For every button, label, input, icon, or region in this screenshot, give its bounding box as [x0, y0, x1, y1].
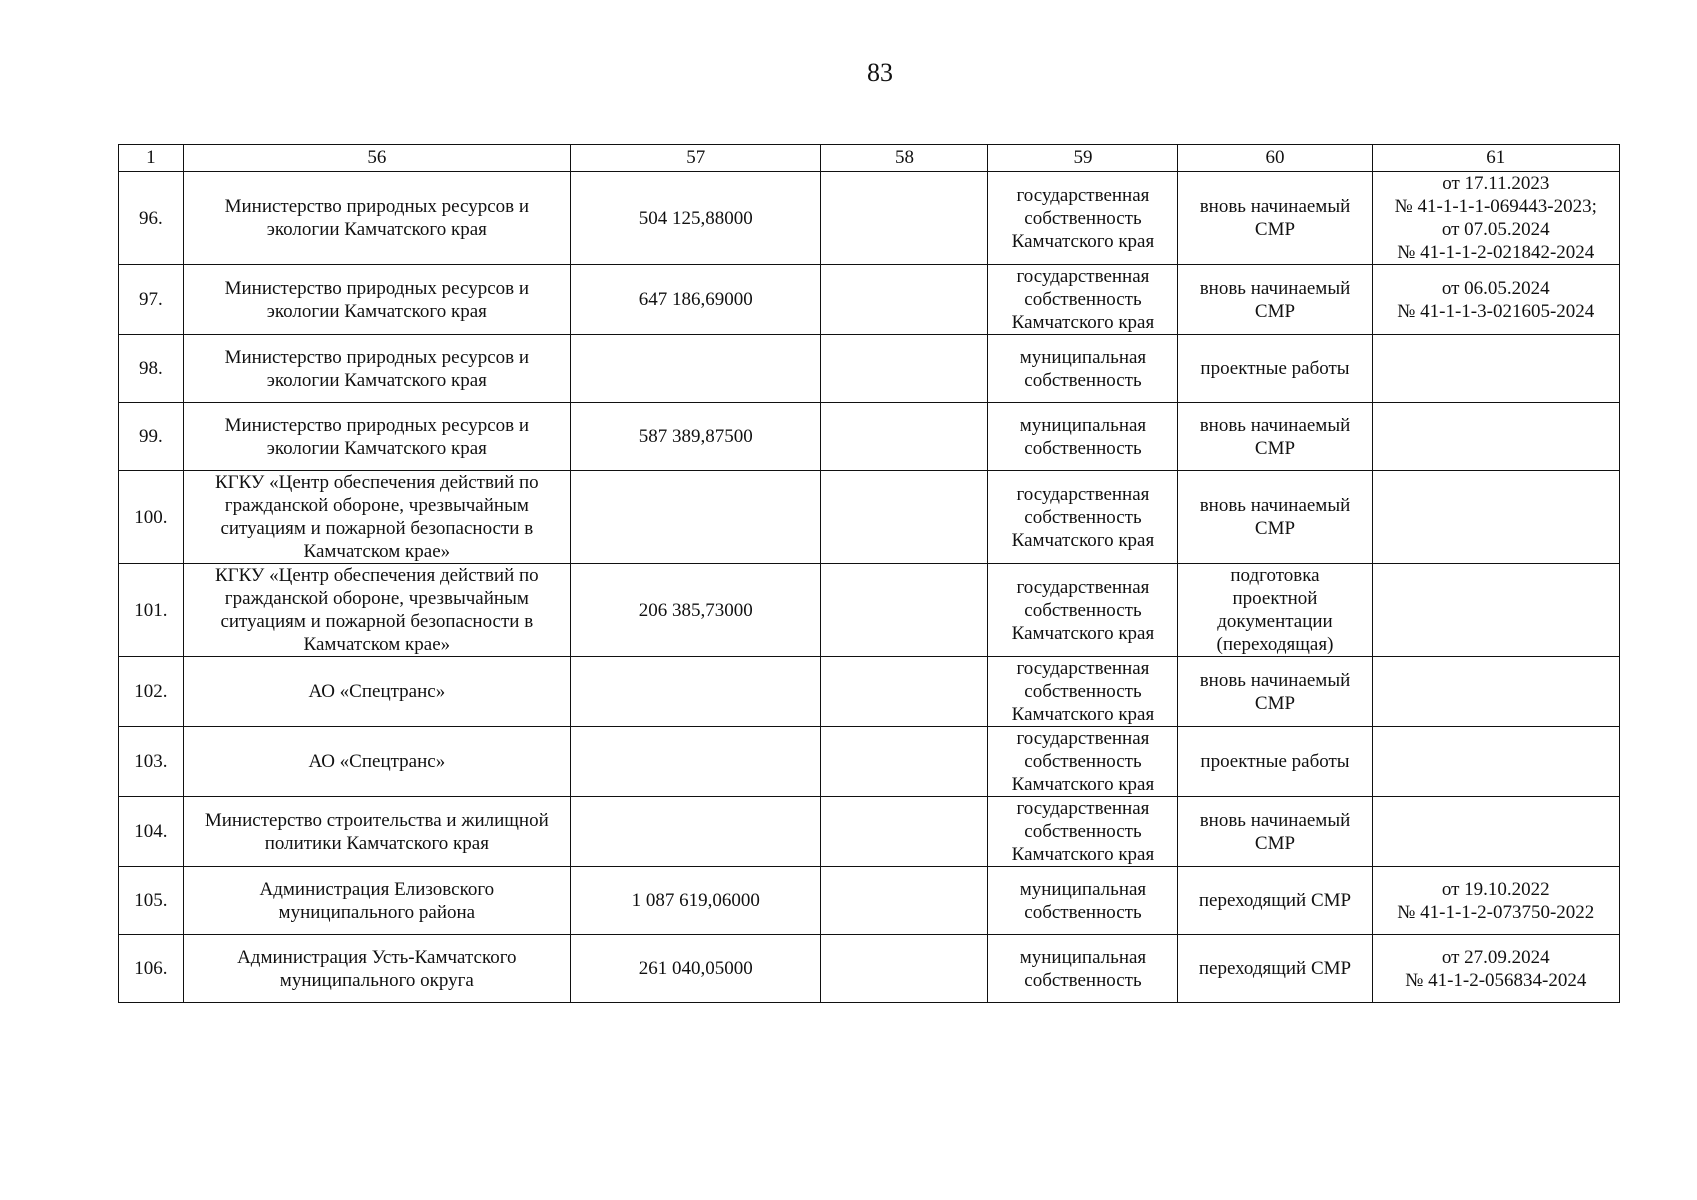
table-row: [119, 335, 1620, 403]
conclusion-cell: от 19.10.2022 № 41-1-1-2-073750-2022: [1372, 867, 1619, 935]
ownership-cell: муниципальная собственность: [988, 867, 1178, 935]
col58-cell: [821, 172, 988, 265]
conclusion-cell: от 17.11.2023 № 41-1-1-1-069443-2023; от 07.05.2024 № 41-1-1-2-021842-2024: [1372, 172, 1619, 265]
work-type-cell: переходящий СМР: [1178, 867, 1372, 935]
organization-cell: АО «Спецтранс»: [183, 657, 570, 727]
organization-cell: Министерство природных ресурсов и экологии Камчатского края: [183, 172, 570, 265]
ownership-cell: государственная собственность Камчатского края: [988, 797, 1178, 867]
col58-cell: [821, 403, 988, 471]
conclusion-cell: от 27.09.2024 № 41-1-2-056834-2024: [1372, 935, 1619, 1003]
table-row: [119, 797, 1620, 867]
conclusion-cell: [1372, 403, 1619, 471]
work-type-cell: вновь начинаемый СМР: [1178, 265, 1372, 335]
table-row: [119, 564, 1620, 657]
conclusion-cell: [1372, 471, 1619, 564]
work-type-cell: вновь начинаемый СМР: [1178, 657, 1372, 727]
amount-cell: [570, 727, 821, 797]
organization-cell: КГКУ «Центр обеспечения действий по гражданской обороне, чрезвычайным ситуациям и пожарной безопасности в Камчатском крае»: [183, 471, 570, 564]
organization-cell: Администрация Усть-Камчатского муниципального округа: [183, 935, 570, 1003]
amount-cell: 1 087 619,06000: [570, 867, 821, 935]
header-cell-56: 56: [183, 145, 570, 172]
row-number: 102.: [119, 657, 184, 727]
header-row: [119, 145, 1620, 172]
page-number: 83: [867, 58, 893, 87]
row-number: 106.: [119, 935, 184, 1003]
table-row: [119, 657, 1620, 727]
header-cell-1: 1: [119, 145, 184, 172]
row-number: 103.: [119, 727, 184, 797]
col58-cell: [821, 335, 988, 403]
amount-cell: [570, 797, 821, 867]
ownership-cell: государственная собственность Камчатского края: [988, 727, 1178, 797]
ownership-cell: государственная собственность Камчатского края: [988, 471, 1178, 564]
header-cell-58: 58: [821, 145, 988, 172]
work-type-cell: переходящий СМР: [1178, 935, 1372, 1003]
organization-cell: Министерство природных ресурсов и экологии Камчатского края: [183, 265, 570, 335]
amount-cell: 206 385,73000: [570, 564, 821, 657]
organization-cell: Министерство строительства и жилищной политики Камчатского края: [183, 797, 570, 867]
ownership-cell: муниципальная собственность: [988, 403, 1178, 471]
col58-cell: [821, 867, 988, 935]
work-type-cell: вновь начинаемый СМР: [1178, 797, 1372, 867]
work-type-cell: вновь начинаемый СМР: [1178, 172, 1372, 265]
amount-cell: [570, 335, 821, 403]
conclusion-cell: [1372, 564, 1619, 657]
amount-cell: 261 040,05000: [570, 935, 821, 1003]
conclusion-cell: от 06.05.2024 № 41-1-1-3-021605-2024: [1372, 265, 1619, 335]
row-number: 104.: [119, 797, 184, 867]
work-type-cell: вновь начинаемый СМР: [1178, 403, 1372, 471]
col58-cell: [821, 797, 988, 867]
work-type-cell: проектные работы: [1178, 335, 1372, 403]
conclusion-cell: [1372, 657, 1619, 727]
table-body: [119, 172, 1620, 1003]
ownership-cell: муниципальная собственность: [988, 335, 1178, 403]
conclusion-cell: [1372, 727, 1619, 797]
ownership-cell: государственная собственность Камчатского края: [988, 172, 1178, 265]
table-row: [119, 471, 1620, 564]
row-number: 105.: [119, 867, 184, 935]
conclusion-cell: [1372, 797, 1619, 867]
organization-cell: Администрация Елизовского муниципального района: [183, 867, 570, 935]
ownership-cell: государственная собственность Камчатского края: [988, 657, 1178, 727]
organization-cell: АО «Спецтранс»: [183, 727, 570, 797]
col58-cell: [821, 657, 988, 727]
amount-cell: [570, 471, 821, 564]
organization-cell: Министерство природных ресурсов и экологии Камчатского края: [183, 403, 570, 471]
col58-cell: [821, 564, 988, 657]
table-row: [119, 935, 1620, 1003]
amount-cell: 587 389,87500: [570, 403, 821, 471]
row-number: 97.: [119, 265, 184, 335]
amount-cell: [570, 657, 821, 727]
header-cell-60: 60: [1178, 145, 1372, 172]
ownership-cell: государственная собственность Камчатского края: [988, 265, 1178, 335]
conclusion-cell: [1372, 335, 1619, 403]
data-table: [118, 144, 1620, 1003]
amount-cell: 647 186,69000: [570, 265, 821, 335]
table-row: [119, 867, 1620, 935]
row-number: 98.: [119, 335, 184, 403]
row-number: 99.: [119, 403, 184, 471]
table-row: [119, 727, 1620, 797]
col58-cell: [821, 471, 988, 564]
col58-cell: [821, 265, 988, 335]
organization-cell: КГКУ «Центр обеспечения действий по гражданской обороне, чрезвычайным ситуациям и пожарной безопасности в Камчатском крае»: [183, 564, 570, 657]
row-number: 100.: [119, 471, 184, 564]
col58-cell: [821, 935, 988, 1003]
row-number: 96.: [119, 172, 184, 265]
header-cell-59: 59: [988, 145, 1178, 172]
ownership-cell: государственная собственность Камчатского края: [988, 564, 1178, 657]
col58-cell: [821, 727, 988, 797]
table-row: [119, 403, 1620, 471]
table-row: [119, 265, 1620, 335]
amount-cell: 504 125,88000: [570, 172, 821, 265]
header-cell-57: 57: [570, 145, 821, 172]
row-number: 101.: [119, 564, 184, 657]
table-row: [119, 172, 1620, 265]
work-type-cell: проектные работы: [1178, 727, 1372, 797]
ownership-cell: муниципальная собственность: [988, 935, 1178, 1003]
header-cell-61: 61: [1372, 145, 1619, 172]
organization-cell: Министерство природных ресурсов и экологии Камчатского края: [183, 335, 570, 403]
work-type-cell: подготовка проектной документации (переходящая): [1178, 564, 1372, 657]
work-type-cell: вновь начинаемый СМР: [1178, 471, 1372, 564]
